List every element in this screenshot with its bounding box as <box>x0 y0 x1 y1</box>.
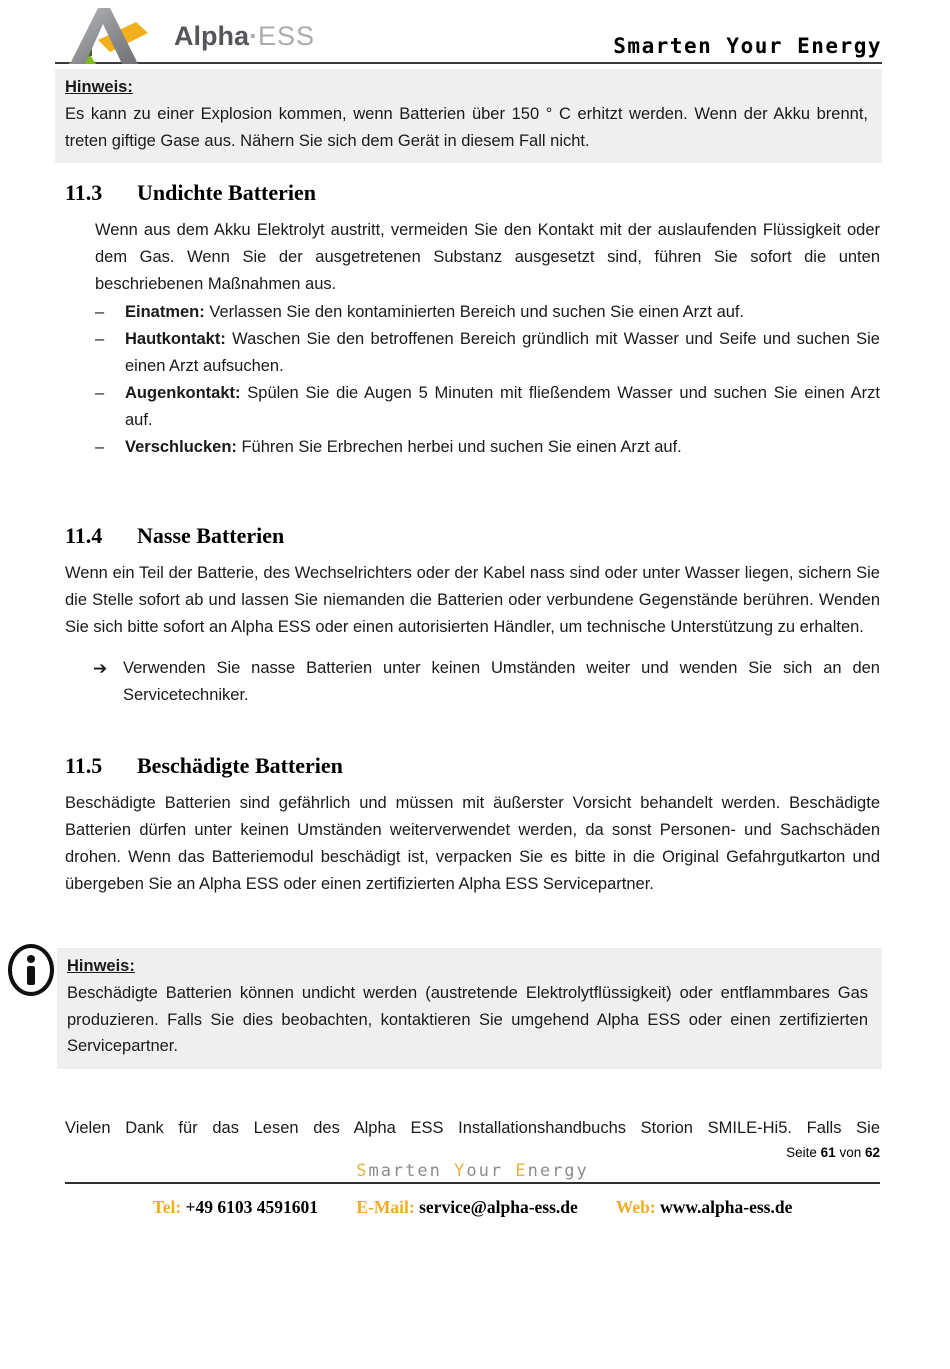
section-title: Beschädigte Batterien <box>137 753 343 778</box>
contact-tel-label: Tel: <box>152 1196 186 1217</box>
alpha-ess-logo <box>58 6 315 66</box>
slogan-part: marten <box>368 1160 442 1181</box>
alpha-ess-logo-text <box>174 20 316 51</box>
contact-email <box>356 1197 577 1217</box>
list-item <box>95 299 880 326</box>
note-with-icon <box>0 948 950 1069</box>
note-label: Hinweis: <box>67 957 135 975</box>
dash-bullet: – <box>95 438 105 456</box>
list-item-text: Verlassen Sie den kontaminierten Bereich und suchen Sie einen Arzt auf. <box>204 303 745 321</box>
note-box-damaged <box>57 948 882 1069</box>
section-number: 11.4 <box>65 523 103 548</box>
page-number-von: von <box>835 1144 865 1160</box>
section-heading-11-4 <box>65 523 880 549</box>
section-title: Undichte Batterien <box>137 180 317 205</box>
footer-slogan <box>65 1162 880 1181</box>
slogan-part: our <box>466 1160 504 1181</box>
list-item-text: Führen Sie Erbrechen herbei und suchen Sie einen Arzt auf. <box>236 438 682 456</box>
contact-web-label: Web: <box>615 1196 661 1217</box>
contact-email-value: service@alpha-ess.de <box>419 1196 578 1217</box>
section-heading-11-3 <box>65 180 880 206</box>
contact-tel <box>153 1197 318 1217</box>
list-item <box>95 380 880 434</box>
contact-web <box>616 1197 793 1217</box>
section-title: Nasse Batterien <box>137 523 285 548</box>
dash-bullet: – <box>95 303 105 321</box>
contact-tel-value: +49 6103 4591601 <box>185 1196 319 1217</box>
list-item-text: Spülen Sie die Augen 5 Minuten mit fließendem Wasser und suchen Sie einen Arzt auf. <box>125 384 880 429</box>
info-icon-stem <box>27 966 35 985</box>
list-item <box>95 326 880 380</box>
note-text: Beschädigte Batterien können undicht werden (austretende Elektrolytflüssigkeit) oder entflammbares Gas produzieren. Falls Sie dies beobachten, kontaktieren Sie umgehend Alpha ESS oder einen zertifizierten Servicepartner. <box>67 984 868 1055</box>
logo-word-ess: ESS <box>258 20 316 51</box>
arrow-icon: ➔ <box>93 659 108 678</box>
note-label: Hinweis: <box>65 78 133 96</box>
closing-paragraph: Vielen Dank für das Lesen des Alpha ESS Installationshandbuchs Storion SMILE-Hi5. Falls Sie <box>65 1118 880 1137</box>
alpha-ess-logo-icon <box>58 6 166 66</box>
footer-contacts <box>65 1197 880 1218</box>
contact-email-label: E-Mail: <box>356 1196 420 1217</box>
slogan-letter: E <box>515 1160 528 1181</box>
first-aid-list <box>95 299 880 461</box>
page-number <box>65 1143 880 1162</box>
arrow-note-text: Verwenden Sie nasse Batterien unter keinen Umständen weiter und wenden Sie sich an den Servicetechniker. <box>123 659 880 704</box>
list-item-term: Hautkontakt: <box>125 330 226 348</box>
list-item-term: Verschlucken: <box>125 438 237 456</box>
page-number-label: Seite <box>786 1144 821 1160</box>
slogan-letter: S <box>356 1160 369 1181</box>
info-icon <box>8 944 54 996</box>
note-text: Es kann zu einer Explosion kommen, wenn Batterien über 150 ° C erhitzt werden. Wenn der Akku brennt, treten giftige Gase aus. Nähern Sie sich dem Gerät in diesem Fall nicht. <box>65 105 868 150</box>
page-number-current: 61 <box>820 1144 836 1160</box>
logo-word-alpha: Alpha <box>174 20 250 51</box>
page-number-total: 62 <box>864 1144 880 1160</box>
info-icon-dot <box>27 955 35 963</box>
footer-divider <box>65 1182 880 1184</box>
section-11-3-intro: Wenn aus dem Akku Elektrolyt austritt, vermeiden Sie den Kontakt mit der auslaufenden Flüssigkeit oder dem Gas. Wenn Sie der ausgetretenen Substanz ausgesetzt sind, führen Sie sofort die unten beschriebenen Maßnahmen aus. <box>95 221 880 293</box>
list-item <box>95 434 880 461</box>
note-box-explosion <box>55 69 882 163</box>
section-11-4-intro: Wenn ein Teil der Batterie, des Wechselrichters oder der Kabel nass sind oder unter Wasser liegen, sichern Sie die Stelle sofort ab und lassen Sie niemanden die Batterien oder verbundene Gegenstände berühren. Wenden Sie sich bitte sofort an Alpha ESS oder einen autorisierten Händler, um technische Unterstützung zu erhalten. <box>65 564 880 636</box>
dash-bullet: – <box>95 384 105 402</box>
slogan-letter: Y <box>454 1160 467 1181</box>
section-heading-11-5 <box>65 753 880 779</box>
section-number: 11.5 <box>65 753 103 778</box>
logo-dot: · <box>249 20 259 51</box>
dash-bullet: – <box>95 330 105 348</box>
slogan-space <box>503 1161 515 1181</box>
list-item-term: Augenkontakt: <box>125 384 241 402</box>
section-number: 11.3 <box>65 180 103 205</box>
list-item-text: Waschen Sie den betroffenen Bereich gründlich mit Wasser und Seife und suchen Sie einen Arzt aufsuchen. <box>125 330 880 375</box>
list-item-term: Einatmen: <box>125 303 205 321</box>
header-slogan: Smarten Your Energy <box>613 34 882 58</box>
slogan-space <box>442 1161 454 1181</box>
contact-web-value: www.alpha-ess.de <box>660 1196 793 1217</box>
page-header <box>55 0 882 64</box>
arrow-note <box>95 655 880 709</box>
page-content <box>65 180 880 898</box>
slogan-part: nergy <box>527 1160 589 1181</box>
section-11-5-intro: Beschädigte Batterien sind gefährlich und müssen mit äußerster Vorsicht behandelt werden. Beschädigte Batterien dürfen unter keinen Umständen weiterverwendet werden, da sonst Personen- und Sachschäden drohen. Wenn das Batteriemodul beschädigt ist, verpacken Sie es bitte in die Original Gefahrgutkarton und übergeben Sie an Alpha ESS oder einen zertifizierten Alpha ESS Servicepartner. <box>65 794 880 893</box>
